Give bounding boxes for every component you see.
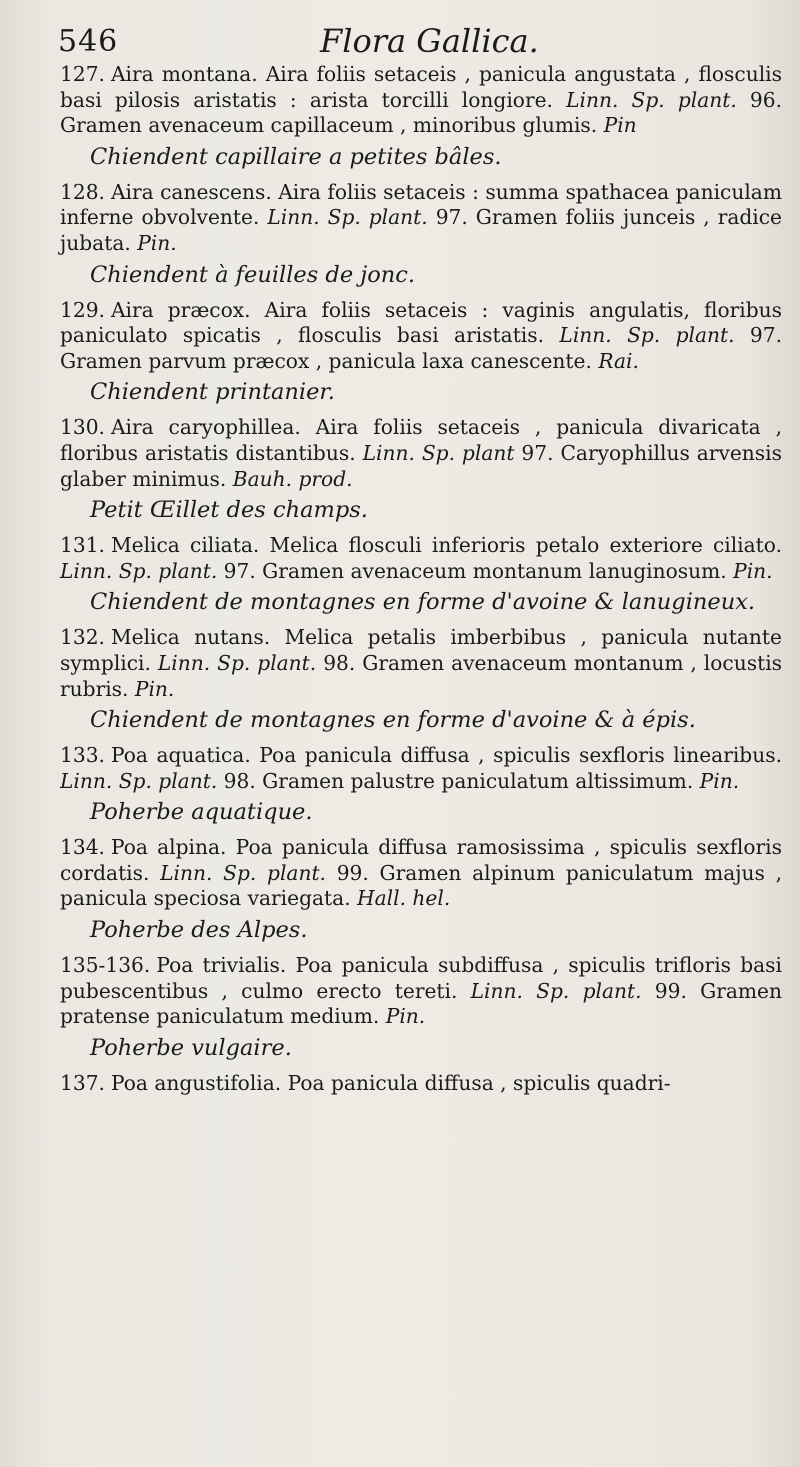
entry-number: 132.: [60, 625, 105, 650]
french-name: Chiendent de montagnes en forme d'avoine & à épis.: [90, 707, 696, 734]
species-entry: [60, 62, 782, 172]
french-name: Chiendent capillaire a petites bâles.: [90, 143, 502, 170]
page-header: [58, 18, 760, 64]
entry-number: 128.: [60, 179, 105, 204]
french-name: Poherbe des Alpes.: [90, 917, 308, 944]
french-name: Petit Œillet des champs.: [90, 497, 368, 524]
species-entry: [60, 533, 782, 617]
reference: Pin.: [699, 768, 740, 793]
reference: Bauh. prod.: [232, 466, 353, 491]
species-entry: [60, 743, 782, 827]
reference: Linn. Sp. plant: [362, 440, 515, 465]
entry-number: 131.: [60, 533, 105, 558]
reference: Rai.: [598, 348, 639, 373]
latin-description: 128. Aira canescens. Aira foliis setaceis : summa spathacea paniculam inferne obvolvente. Linn. Sp. plant. 97. Gramen foliis junceis , radice jubata. Pin.: [60, 179, 783, 255]
entry-number: 137.: [60, 1070, 105, 1095]
reference: Linn. Sp. plant.: [559, 323, 735, 348]
reference: Linn. Sp. plant.: [60, 558, 218, 583]
french-name: Poherbe vulgaire.: [90, 1034, 292, 1061]
french-name: Chiendent printanier.: [90, 379, 335, 406]
reference: Linn. Sp. plant.: [157, 650, 317, 675]
reference: Pin.: [134, 676, 175, 701]
page-number: 546: [58, 24, 119, 59]
species-entry: [60, 625, 782, 735]
reference: Pin.: [385, 1004, 426, 1029]
french-name: Chiendent de montagnes en forme d'avoine & lanugineux.: [90, 589, 756, 616]
reference: Linn. Sp. plant.: [267, 205, 428, 230]
species-entry: [60, 1071, 782, 1097]
french-name: Chiendent à feuilles de jonc.: [90, 261, 416, 288]
latin-description: 137. Poa angustifolia. Poa panicula diffusa , spiculis quadri-: [60, 1070, 671, 1095]
latin-description: 133. Poa aquatica. Poa panicula diffusa , spiculis sexfloris linearibus. Linn. Sp. plant. 98. Gramen palustre paniculatum altissimum. Pin.: [60, 743, 782, 793]
french-name: Poherbe aquatique.: [90, 799, 313, 826]
species-entry: [60, 298, 782, 408]
species-entry: [60, 415, 782, 525]
entry-number: 134.: [60, 835, 105, 860]
reference: Linn. Sp. plant.: [566, 87, 737, 112]
entry-number: 133.: [60, 743, 105, 768]
latin-description: 131. Melica ciliata. Melica flosculi inferioris petalo exteriore ciliato. Linn. Sp. plant. 97. Gramen avenaceum montanum lanuginosum. Pin.: [60, 533, 782, 583]
latin-description: 132. Melica nutans. Melica petalis imberbibus , panicula nutante symplici. Linn. Sp. plant. 98. Gramen avenaceum montanum , locustis rubris. Pin.: [60, 625, 783, 701]
reference: Pin.: [733, 558, 773, 583]
reference: Linn. Sp. plant.: [60, 768, 218, 793]
species-entry: [60, 953, 782, 1063]
reference: Pin: [603, 113, 637, 138]
latin-description: 134. Poa alpina. Poa panicula diffusa ramosissima , spiculis sexfloris cordatis. Linn. Sp. plant. 99. Gramen alpinum paniculatum majus , panicula speciosa variegata. Hall. hel.: [60, 835, 782, 911]
species-entry: [60, 180, 782, 290]
species-entry: [60, 835, 782, 945]
entry-number: 127.: [60, 62, 105, 86]
reference: Hall. hel.: [357, 886, 451, 911]
reference: Pin.: [137, 230, 177, 255]
entry-number: 130.: [60, 415, 105, 440]
latin-description: 127. Aira montana. Aira foliis setaceis , panicula angustata , flosculis basi pilosis aristatis : arista torcilli longiore. Linn. Sp. plant. 96. Gramen avenaceum capillaceum , minoribus glumis. Pin: [60, 62, 783, 138]
reference: Linn. Sp. plant.: [160, 860, 326, 885]
latin-description: 129. Aira præcox. Aira foliis setaceis : vaginis angulatis, floribus paniculato spicatis , flosculis basi aristatis. Linn. Sp. plant. 97. Gramen parvum præcox , panicula laxa canescente. Rai.: [60, 297, 783, 373]
latin-description: 135-136. Poa trivialis. Poa panicula subdiffusa , spiculis trifloris basi pubescentibus , culmo erecto tereti. Linn. Sp. plant. 99. Gramen pratense paniculatum medium. Pin.: [60, 953, 782, 1029]
latin-description: 130. Aira caryophillea. Aira foliis setaceis , panicula divaricata , floribus aristatis distantibus. Linn. Sp. plant 97. Caryophillus arvensis glaber minimus. Bauh. prod.: [60, 415, 782, 491]
running-title: Flora Gallica.: [320, 22, 539, 60]
reference: Linn. Sp. plant.: [470, 978, 642, 1003]
page-body: [60, 62, 782, 1096]
entry-number: 135-136.: [60, 953, 151, 978]
entry-number: 129.: [60, 297, 105, 322]
